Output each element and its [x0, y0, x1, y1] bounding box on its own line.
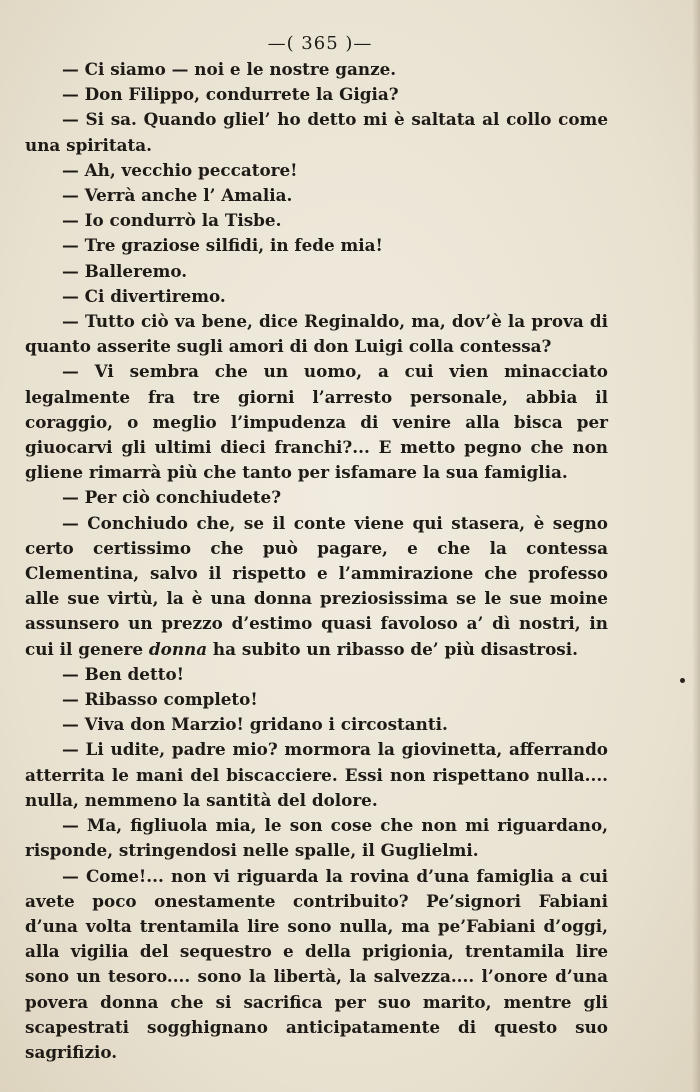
- paragraph: — Io condurrò la Tisbe.: [62, 210, 282, 231]
- paragraph: — Balleremo.: [62, 260, 188, 281]
- paragraph: — Come!... non vi riguarda la rovina d’una famiglia a cui avete poco onestamente contribuito? Pe’signori Fabiani d’una volta trentamila lire sono nulla, ma pe’Fabiani d’oggi, alla vigilia del sequestro e della prigionia, trentamila lire sono un tesoro.... sono la libertà, la salvezza.... l’onore d’una povera donna che si sacrifica per suo marito, mentre gli scapestrati sogghignano anticipatamente di questo suo sagrifizio.: [25, 865, 608, 1062]
- paragraph-text: ha subito un ribasso de’ più disastrosi.: [207, 638, 578, 659]
- paragraph: — Viva don Marzio! gridano i circostanti.: [62, 714, 448, 735]
- paragraph-text: — Conchiudo che, se il conte viene qui stasera, è segno certo certissimo che può pagare, e che la contessa Clementina, salvo il rispetto e l’ammirazione che professo alle sue virtù, la è una donna preziosissima se le sue moine assunsero un prezzo d’estimo quasi favoloso a’ dì nostri, in cui il genere: [25, 512, 608, 659]
- paragraph: — Ribasso completo!: [62, 689, 258, 710]
- paragraph: — Si sa. Quando gliel’ ho detto mi è saltata al collo come una spiritata.: [25, 109, 608, 155]
- paragraph: — Ben detto!: [62, 663, 185, 684]
- paragraph: — Li udite, padre mio? mormora la giovinetta, afferrando atterrita le mani del biscacciere. Essi non rispettano nulla.... nulla, nemmeno la santità del dolore.: [25, 739, 608, 810]
- paragraph: — Ci siamo — noi e le nostre ganze.: [62, 59, 397, 79]
- paragraph: — Ah, vecchio peccatore!: [62, 159, 298, 180]
- paragraph: — Verrà anche l’ Amalia.: [62, 185, 293, 206]
- paragraph: — Tutto ciò va bene, dice Reginaldo, ma, dov’è la prova di quanto asserite sugli amori di don Luigi colla contessa?: [25, 311, 608, 357]
- paragraph: — Ci divertiremo.: [62, 285, 226, 306]
- paragraph: — Per ciò conchiudete?: [62, 487, 282, 508]
- paragraph: [25, 511, 608, 662]
- page-edge-shadow: [692, 0, 700, 1092]
- paragraph: — Ma, figliuola mia, le son cose che non mi riguardano, risponde, stringendosi nelle spalle, il Guglielmi.: [25, 815, 608, 861]
- paragraph: — Vi sembra che un uomo, a cui vien minacciato legalmente fra tre giorni l’arresto personale, abbia il coraggio, o meglio l’impudenza di venire alla bisca per giuocarvi gli ultimi dieci franchi?... E metto pegno che non gliene rimarrà più che tanto per isfamare la sua famiglia.: [25, 361, 608, 483]
- page-text: [25, 57, 608, 1065]
- paragraph: — Don Filippo, condurrete la Gigia?: [62, 84, 399, 105]
- ink-speck: [680, 678, 685, 683]
- emphasized-word: donna: [148, 638, 208, 659]
- page-number: —( 365 )—: [267, 33, 373, 54]
- paragraph: — Tre graziose silfidi, in fede mia!: [62, 235, 383, 256]
